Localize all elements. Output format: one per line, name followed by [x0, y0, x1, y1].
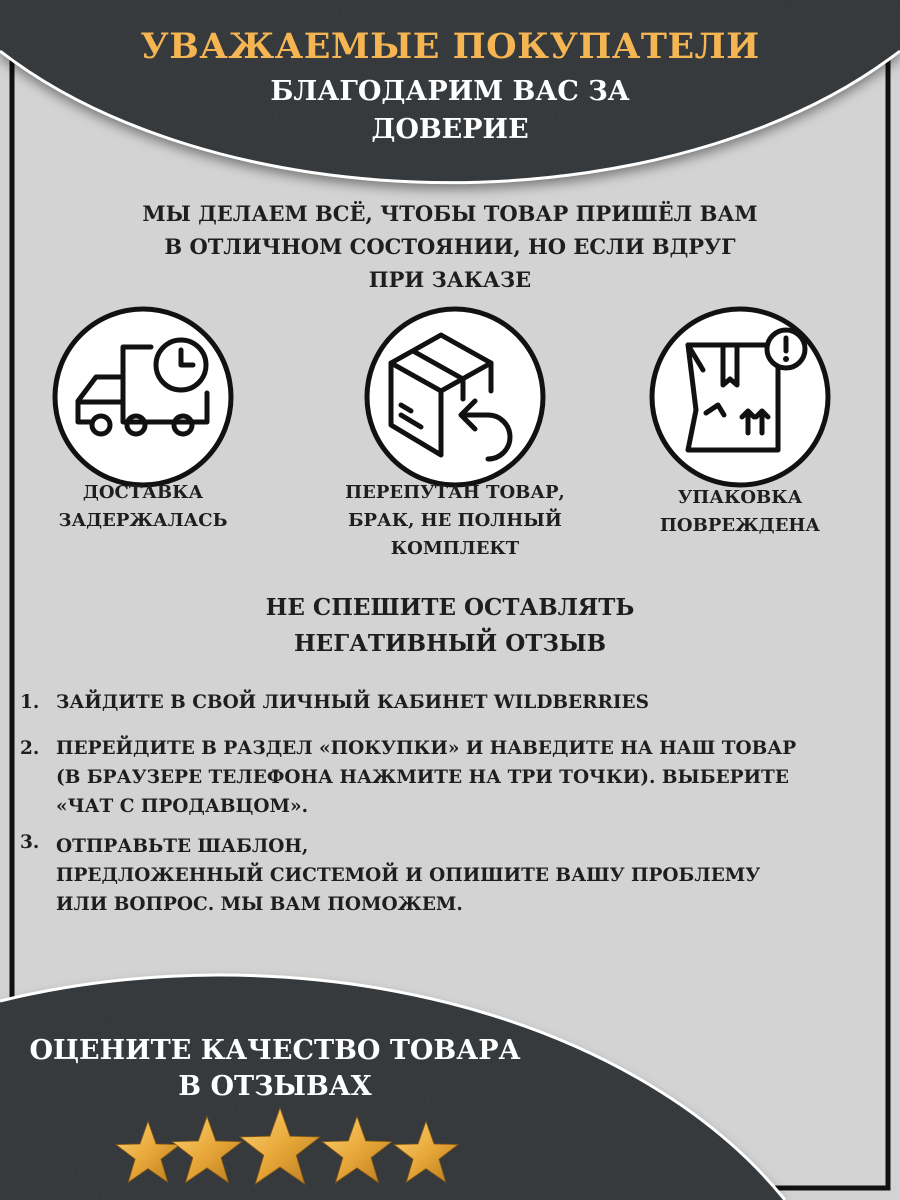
delivery-truck-clock-icon [51, 305, 235, 489]
box-return-icon [363, 305, 547, 489]
step-number: 2. [20, 738, 40, 759]
star-icon [394, 1121, 458, 1182]
intro-line: В ОТЛИЧНОМ СОСТОЯНИИ, НО ЕСЛИ ВДРУГ [164, 234, 736, 259]
step-text: «ЧАТ С ПРОДАВЦОМ». [56, 796, 309, 817]
star-icon [172, 1117, 242, 1183]
problem-label-line: ПЕРЕПУТАН ТОВАР, [345, 482, 565, 503]
step-text: ПРЕДЛОЖЕННЫЙ СИСТЕМОЙ И ОПИШИТЕ ВАШУ ПРОБЛЕМУ [56, 865, 761, 886]
intro-line: ПРИ ЗАКАЗЕ [368, 267, 532, 292]
step-number: 1. [20, 692, 40, 713]
problem-label-line: ДОСТАВКА [82, 482, 204, 503]
step-text: ПЕРЕЙДИТЕ В РАЗДЕЛ «ПОКУПКИ» И НАВЕДИТЕ НА НАШ ТОВАР [56, 738, 797, 759]
problem-label-line: КОМПЛЕКТ [390, 538, 520, 559]
header-subtitle-line: БЛАГОДАРИМ ВАС ЗА [270, 76, 630, 107]
step-number: 3. [20, 832, 40, 853]
step-text: ИЛИ ВОПРОС. МЫ ВАМ ПОМОЖЕМ. [56, 894, 463, 915]
problem-label-line: ПОВРЕЖДЕНА [659, 515, 821, 536]
warning-line: НЕ СПЕШИТЕ ОСТАВЛЯТЬ [265, 594, 635, 621]
step-text: ОТПРАВЬТЕ ШАБЛОН, [56, 836, 309, 857]
rating-stars [110, 1105, 480, 1200]
footer-line: ОЦЕНИТЕ КАЧЕСТВО ТОВАРА [29, 1035, 521, 1066]
header-subtitle-line: ДОВЕРИЕ [371, 114, 529, 145]
step-text: ЗАЙДИТЕ В СВОЙ ЛИЧНЫЙ КАБИНЕТ WILDBERRIES [56, 692, 650, 713]
step-text: (В БРАУЗЕРЕ ТЕЛЕФОНА НАЖМИТЕ НА ТРИ ТОЧКИ). ВЫБЕРИТЕ [56, 767, 789, 788]
intro-line: МЫ ДЕЛАЕМ ВСЁ, ЧТОБЫ ТОВАР ПРИШЁЛ ВАМ [142, 201, 758, 226]
star-icon [116, 1121, 180, 1182]
problem-label [330, 479, 580, 563]
problem-label [640, 484, 840, 540]
damaged-package-icon [648, 305, 832, 489]
warning-line: НЕГАТИВНЫЙ ОТЗЫВ [293, 630, 607, 657]
problem-label-line: ЗАДЕРЖАЛАСЬ [58, 510, 228, 531]
header-title: УВАЖАЕМЫЕ ПОКУПАТЕЛИ [140, 26, 760, 67]
problem-label [43, 479, 243, 535]
problem-label-line: УПАКОВКА [677, 487, 803, 508]
star-icon [322, 1117, 392, 1183]
problem-label-line: БРАК, НЕ ПОЛНЫЙ [348, 510, 562, 531]
footer-line: В ОТЗЫВАХ [178, 1071, 372, 1102]
star-icon [240, 1108, 320, 1184]
